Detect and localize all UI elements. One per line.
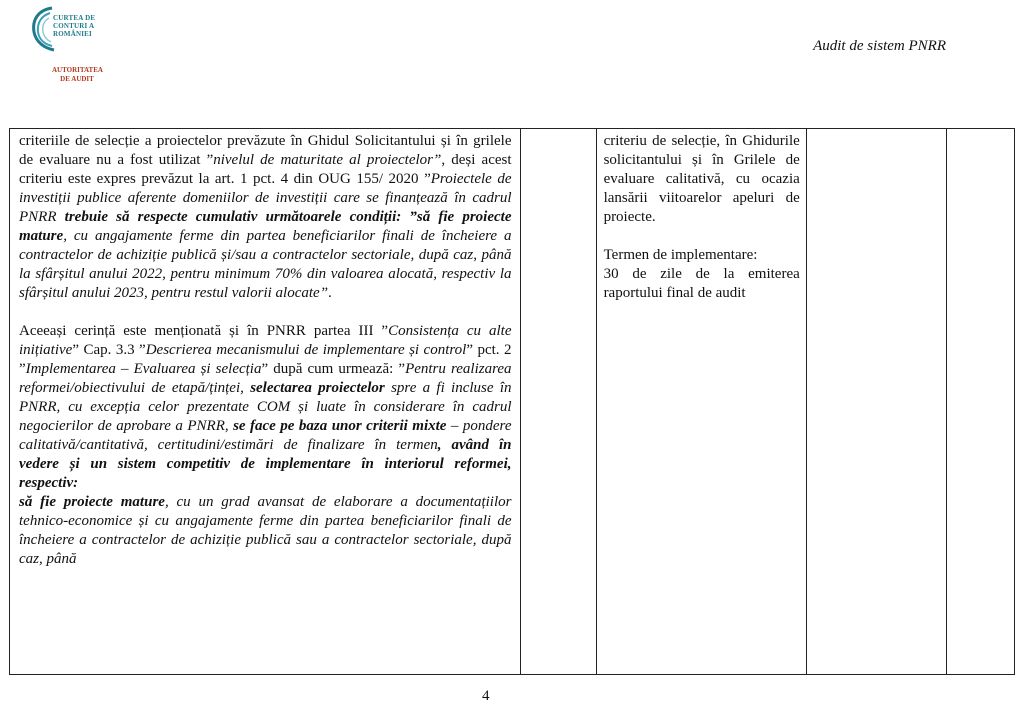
text-run: Implementarea – Evaluarea și selecția [25,361,262,377]
empty-cell-2 [520,129,596,675]
finding-paragraph-2 [19,322,512,493]
logo-org-name [53,14,95,38]
deadline-value: 30 de zile de la emiterea raportului final de audit [603,266,800,301]
deadline-label: Termen de implementare: [603,247,758,263]
logo-subtitle [52,66,102,84]
text-run: nivelul de maturitate al proiectelor” [213,152,442,168]
logo-sub-line2: DE AUDIT [60,75,94,83]
logo-org-line2: CONTURI A [53,22,95,30]
text-run: Proiectele de investiții publice aferente domeniilor de investiții care se finanțează în cadrul PNRR [19,171,512,225]
text-run: , cu angajamente ferme din partea beneficiarilor finali de încheiere a contractelor de achiziție publică și/sau a contractelor sectoriale, după caz, până la sfârșitul anului 2022, pentru minimum 70% din valoarea alocată, respectiv la sfârșitul anului 2023, pentru restul valorii alocate” [19,228,512,301]
text-run: . [328,285,332,301]
text-run: ” Cap. 3.3 ” [72,342,146,358]
text-run: să fie proiecte mature [19,494,165,510]
logo-sub-line1: AUTORITATEA [52,66,103,74]
text-run: criteriile de selecție a proiectelor prevăzute în Ghidul Solicitantului și în grilele de evaluare nu a fost utilizat ” [19,133,512,168]
text-run: , deși acest criteriu este expres prevăzut la art. 1 pct. 4 din OUG 155/ 2020 ” [19,152,512,187]
audit-table [9,128,1015,675]
text-run: se face pe baza unor criterii mixte [233,418,447,434]
text-run: Aceeași cerință este menționată și în PNRR partea III ” [19,323,389,339]
table-row [10,129,1015,675]
logo-org-line3: ROMÂNIEI [53,30,92,38]
text-run: Pentru realizarea reformei/obiectivului de etapă/ținței, [19,361,512,396]
text-run: spre a fi incluse în PNRR, cu excepția celor prezentate COM și luate în considerare în cadrul negocierilor de aprobare a PNRR, [19,380,512,434]
finding-paragraph-1 [19,132,512,303]
empty-cell-4 [806,129,946,675]
empty-cell-5 [946,129,1014,675]
recommendation-cell [596,129,806,675]
text-run: ” după cum urmează: ” [261,361,406,377]
finding-paragraph-3 [19,493,512,569]
logo-org-line1: CURTEA DE [53,14,96,22]
logo [22,4,102,84]
recommendation-text: criteriu de selecție, în Ghidurile solicitantului și în Grilele de evaluare calitativă, cu ocazia lansării viitoarelor apeluri de proiecte. [603,133,800,225]
text-run: trebuie să respecte cumulativ următoarele condiții: ”să fie proiecte mature [19,209,512,244]
text-run: ” pct. 2 ” [19,342,512,377]
page-number: 4 [482,688,490,704]
text-run: , cu un grad avansat de elaborare a documentațiilor tehnico-economice și cu angajamente ferme din partea beneficiarilor finali de încheiere a contractelor de achiziție publică sau a contractelor sectoriale, după caz, până [19,494,512,567]
text-run: – pondere calitativă/cantitativă, certitudini/estimări de finalizare în termen [19,418,512,453]
text-run: , având în vedere și un sistem competitiv de implementare în interiorul reformei, respectiv: [19,437,512,491]
header-title: Audit de sistem PNRR [813,38,946,54]
text-run: Descrierea mecanismului de implementare și control [145,342,467,358]
finding-cell [10,129,521,675]
text-run: Consistența cu alte inițiative [19,323,512,358]
text-run: selectarea proiectelor [250,380,385,396]
